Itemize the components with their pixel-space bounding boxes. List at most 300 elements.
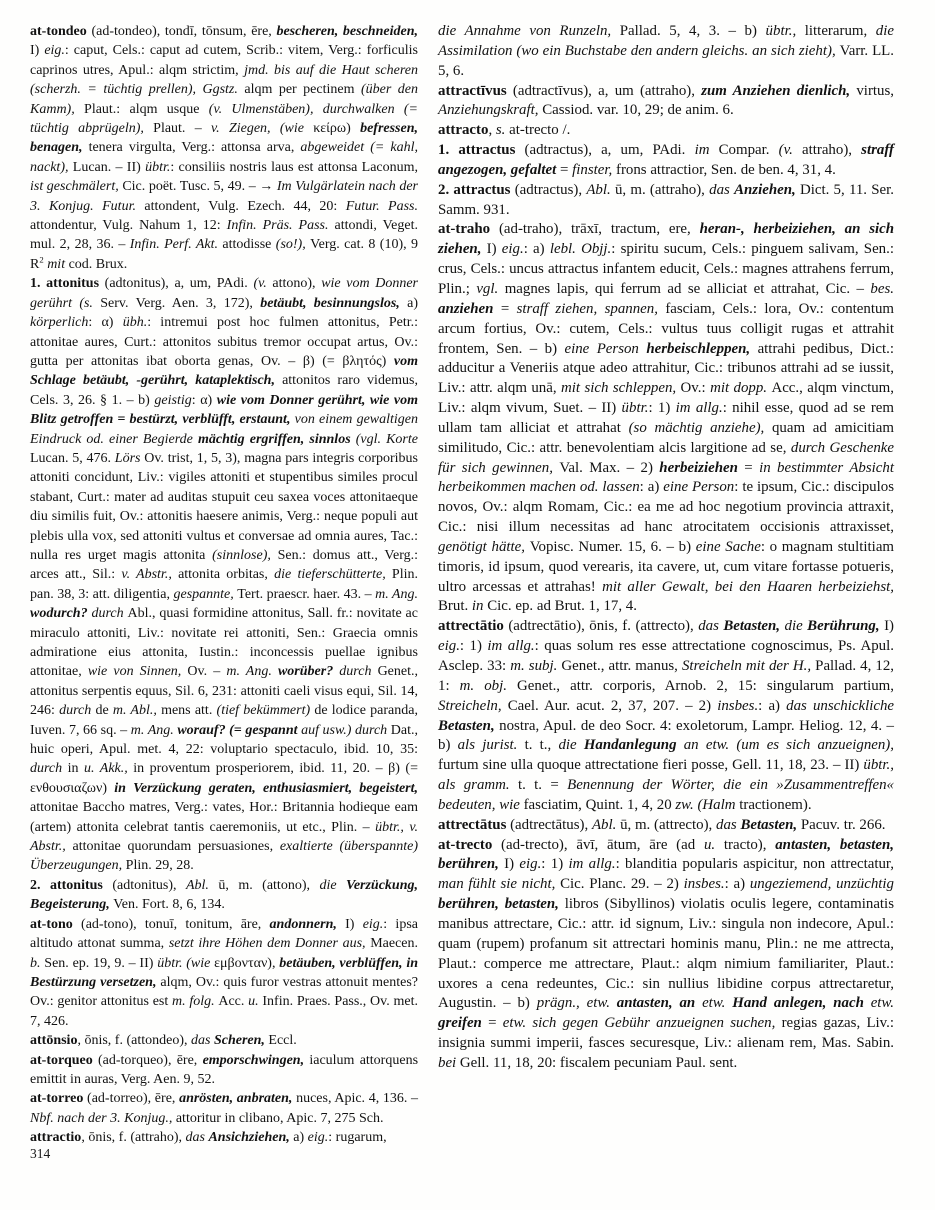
text-run: Ansichziehen,: [208, 1130, 294, 1146]
text-run: Futur. Pass.: [345, 198, 418, 214]
text-run: attondentur, Vulg. Nahum 1, 12:: [30, 218, 227, 234]
text-run: (adtonitus), a, um, PAdi.: [104, 276, 254, 292]
text-run: worauf? (= gespannt: [177, 722, 302, 738]
text-run: Anziehungskraft,: [438, 102, 543, 119]
text-run: t. t. =: [517, 777, 568, 794]
text-run: Ven. Fort. 8, 6, 134.: [113, 897, 225, 913]
text-run: Cic. poët. Tusc. 5, 49. – →: [122, 179, 277, 195]
text-run: (adtonitus),: [112, 877, 186, 893]
text-run: Lucan. – II): [72, 159, 146, 175]
entry-attractio-continued: [438, 22, 894, 82]
text-run: geistig: [154, 392, 192, 408]
text-run: etw.: [870, 995, 894, 1012]
text-run: regias gazas, Liv.: insignia summi imperii, fasces securesque, Liv.: alienam rem, Mas. Sabin.: [438, 1015, 895, 1052]
text-run: vgl.: [476, 280, 505, 297]
text-run: ū, m. (attono),: [218, 877, 320, 893]
text-run: : intremui post hoc fulmen attonitus, Petr.: attonitae aures, Curt.: attonitos subitus tremor occupat artus, Ov.: gutta per attonitas ibat oborta genas, Ov. – β) (= βλητός): [30, 315, 419, 369]
text-run: : a): [639, 479, 664, 496]
text-run: (v. Ulmenstäben), durchwalken (= tüchtig abprügeln),: [30, 101, 418, 137]
text-run: insbes.: [717, 697, 759, 714]
text-run: : 1): [459, 638, 488, 655]
text-run: körperlich: [30, 315, 89, 331]
text-run: wodurch?: [30, 606, 92, 622]
text-run: : ipsa altitudo attonat summa,: [30, 916, 418, 952]
text-run: Infin. Praes. Pass., Ov. met. 7, 426.: [30, 994, 418, 1029]
text-run: Tert. praescr. haer. 43. –: [237, 586, 376, 602]
entry-at-tondeo: [30, 22, 418, 274]
text-run: eine Sache: [695, 538, 761, 555]
text-run: bes.: [870, 280, 894, 297]
text-run: m. Abl.,: [112, 703, 162, 719]
text-run: attonitae Baccho matres, Verg.: vates, Hor.: Britannia hodieque eam (artem) attonita celebrat tantis caeremoniis, ut etc., Plin. –: [30, 800, 418, 835]
text-run: im allg.: [568, 856, 616, 873]
text-run: : nihil esse, quod ad se rem ullam tam alliciat et attrahat: [438, 400, 894, 436]
text-run: etw. sich gegen Gebühr anzueignen suchen,: [502, 1015, 782, 1032]
text-run: übtr.,: [765, 23, 805, 39]
text-run: 2. attractus: [438, 181, 515, 198]
text-run: 2. attonitus: [30, 877, 113, 893]
text-run: Varr. LL. 5, 6.: [438, 42, 895, 79]
text-run: Verzückung, Begeisterung,: [30, 877, 418, 913]
text-run: Plin. pan. 38, 3: att. diligentia,: [30, 567, 418, 602]
text-run: man fühlt sie nicht,: [438, 876, 561, 893]
text-run: cod. Brux.: [68, 256, 128, 272]
text-run: (vgl. Korte: [355, 431, 418, 447]
entry-at-torreo: [30, 1089, 418, 1128]
text-run: Compar.: [718, 142, 779, 159]
text-run: tractionem).: [739, 796, 812, 813]
text-run: tracto),: [723, 836, 776, 853]
text-run: attonita orbitas,: [178, 567, 275, 583]
text-run: im allg.: [675, 400, 723, 417]
text-run: durch: [30, 761, 68, 777]
text-run: s.: [495, 122, 510, 139]
text-run: : spiritu sucum, Cels.: pinguem salivam, Sen.: crus, Cels.: uncus attractus infantem educit, Cels.: magnes attrahens ferrum, Plin.;: [438, 241, 894, 297]
text-run: I): [486, 241, 502, 258]
text-run: Lucan. 5, 476.: [30, 450, 115, 466]
text-run: straff ziehen, spannen,: [516, 300, 666, 317]
text-run: mens att.: [161, 703, 217, 719]
text-run: m. Ang.: [130, 722, 178, 738]
page-number: 314: [30, 1146, 51, 1161]
text-run: Infin. Präs. Pass.: [226, 218, 335, 234]
text-run: insbes.: [683, 876, 725, 893]
text-run: : blanditia popularis aspicitur, non attrectatur,: [615, 856, 894, 873]
text-run: Acc., alqm vinctum, Liv.: alqm vivum, Suet. – II): [438, 380, 894, 417]
text-columns: [30, 22, 894, 1148]
text-run: finster,: [572, 161, 616, 178]
text-run: de lodice paranda, Iuven. 7, 66 sq. –: [30, 703, 418, 738]
entry-attrectatus: [438, 816, 894, 836]
text-run: attractīvus: [438, 82, 513, 99]
text-run: I): [884, 618, 894, 635]
text-run: (adtractus), a, um, PAdi.: [524, 142, 695, 159]
entry-attonitus-2: [30, 876, 418, 915]
page-footer: [30, 1146, 50, 1162]
text-run: 1. attonitus: [30, 276, 105, 292]
text-run: Brut.: [438, 598, 472, 615]
text-run: attondi, Veget. mul. 2, 28, 36. –: [30, 218, 418, 253]
text-run: attondent, Vulg. Ezech. 44, 20:: [144, 198, 346, 214]
text-run: t. t.,: [524, 737, 559, 754]
text-run: Cic. ep. ad Brut. 1, 17, 4.: [487, 598, 637, 615]
text-run: at-trecto: [438, 836, 502, 853]
text-run: at-tono: [30, 916, 82, 932]
text-run: eig.: [519, 856, 542, 873]
text-run: I): [30, 43, 45, 59]
text-run: litterarum,: [804, 23, 876, 39]
text-run: m. folg.: [171, 994, 219, 1010]
text-run: virtus,: [856, 82, 895, 99]
text-run: furtum sine ulla quoque attrectatione fieri posse, Gell. 11, 18, 23. – II): [438, 757, 864, 774]
text-run: quam ad amicitiam similitudo, Cic.: attr. benevolentiam alcis largitione ad se,: [438, 419, 894, 456]
text-run: herbeiziehen: [659, 459, 745, 476]
text-run: auf usw.) durch: [301, 722, 391, 738]
text-run: das unschickliche: [786, 697, 895, 714]
entry-at-torqueo: [30, 1051, 418, 1090]
text-run: durch: [91, 606, 128, 622]
text-run: ū, m. (attraho),: [614, 181, 710, 198]
text-run: : consiliis nostris laus est attonsa Laconum,: [170, 159, 419, 175]
text-run: Genet., attonitus serpentis equus, Sil. 6, 231: attoniti caeli visus equi, Sil. 14, 246:: [30, 664, 418, 719]
text-run: (ad-torreo), ēre,: [87, 1091, 180, 1107]
text-run: nuces, Apic. 4, 136. –: [296, 1091, 419, 1107]
text-run: Betasten,: [740, 816, 801, 833]
text-run: Lörs: [114, 450, 145, 466]
text-run: das: [698, 618, 724, 635]
text-run: Verg. cat. 8 (10), 9 R: [30, 237, 419, 272]
text-run: (so mächtig anziehe),: [628, 419, 772, 436]
text-run: heran-, herbeiziehen, an sich ziehen,: [438, 221, 895, 258]
text-run: betäubt, besinnungslos,: [260, 295, 408, 311]
text-run: (tief bekümmert): [216, 703, 315, 719]
text-run: durch: [339, 664, 378, 680]
entry-attractus-2: [438, 181, 894, 221]
text-run: attraho),: [801, 142, 862, 159]
text-run: (v.: [253, 276, 273, 292]
text-run: at-torqueo: [30, 1052, 98, 1068]
text-run: in proventum prosperiorem, ibid. 11, 20. – β) (= ενθουσιαζων): [30, 761, 418, 796]
text-run: =: [560, 161, 573, 178]
text-run: übtr.: [621, 400, 649, 417]
text-run: ,: [488, 122, 496, 139]
text-run: befressen, benagen,: [30, 121, 418, 156]
entry-at-tono: [30, 915, 418, 1031]
text-run: Infin. Perf. Akt.: [129, 237, 223, 253]
text-run: greifen: [438, 1015, 489, 1032]
text-run: Ov. trist, 1, 5, 3), magna pars integris corporibus attoniti concidunt, Liv.: vigiles attoniti et stupentibus similes procul stabant, Curt.: mater ad auditas stupuit ceu saxea voces attonitaeque diu similis fuit, Ov.: attonitis haesere animis, Verg.: neque populi aut plebis ulla vox, sed attoniti vultus et conversae ad omnia aures, Tac.: nulla res urget magis attonita: [30, 450, 419, 563]
text-run: (sinnlose),: [212, 547, 278, 563]
text-run: (ad-tono), tonuī, tonitum, āre,: [81, 916, 270, 932]
text-run: alqm per pectinem: [244, 82, 361, 98]
text-run: Genet., attr. corporis, Arnob. 2, 15: singularum partium,: [517, 677, 894, 694]
text-run: m. Ang.: [375, 586, 418, 602]
text-run: (ad-trecto), āvī, ātum, āre (ad: [501, 836, 704, 853]
text-run: Pallad. 5, 4, 3. – b): [619, 23, 766, 39]
text-run: eig.: [362, 916, 384, 932]
text-run: im: [694, 142, 719, 159]
text-run: attractio: [30, 1130, 82, 1146]
text-run: (ad-tondeo), tondī, tōnsum, ēre,: [91, 24, 277, 39]
text-run: mit: [43, 256, 69, 272]
text-run: : a): [724, 876, 750, 893]
text-run: b.: [30, 955, 45, 971]
text-run: übtr.: [145, 159, 171, 175]
text-run: (so!),: [275, 237, 311, 253]
text-run: zum Anziehen dienlich,: [701, 82, 857, 99]
text-run: : caput, Cels.: caput ad cutem, Scrib.: vitem, Verg.: forficulis caprinos utres, Apul.: alqm strictim,: [30, 43, 418, 78]
text-run: Val. Max. – 2): [559, 459, 660, 476]
text-run: libros (Sibyllinos) violatis oculis legere, contaminatis manibus attrectare, Cic.: attr. id signum, Liv.: singula non indecore, Apul.: quam (rupem) profanum sit attrectari hominis manu, Plin.: ne me attrecta, Plaut.: comperce me attrectare, Plaut.: alqm nimium familiariter, Plaut.: uxores a cena redeuntes, Cic.: sin nullius libidine corpus attrectaretur, Augustin. – b): [438, 896, 894, 1012]
text-run: attodisse: [222, 237, 276, 253]
text-run: attonitos raro videmus, Cels. 3, 26. § 1. – b): [30, 373, 419, 408]
text-run: vom Schlage betäubt, -gerührt, kataplektisch,: [30, 353, 418, 389]
text-run: wie vom Donner gerührt, wie vom Blitz getroffen = bestürzt, verblüfft, erstaunt,: [30, 392, 419, 428]
text-run: lebl. Objj.: [549, 241, 612, 258]
text-run: =: [744, 459, 760, 476]
text-run: mit aller Gewalt, bei den Haaren herbeiziehst,: [602, 578, 894, 595]
text-run: =: [500, 300, 517, 317]
text-run: Abl.: [185, 877, 219, 893]
text-run: in: [471, 598, 488, 615]
entry-attracto: [438, 121, 894, 141]
text-run: m. Ang.: [226, 664, 278, 680]
text-run: attōnsio: [30, 1033, 78, 1049]
entry-at-trecto: [438, 836, 894, 1074]
text-run: : α): [191, 392, 217, 408]
text-run: von einem gewaltigen Eindruck od. einer Begierde: [30, 412, 419, 447]
text-run: m. obj.: [459, 677, 518, 694]
text-run: die Annahme von Runzeln,: [438, 23, 620, 39]
text-run: at-trecto /.: [509, 122, 571, 139]
text-run: at-traho: [438, 221, 499, 238]
text-run: Dict. 5, 11. Ser. Samm. 931.: [438, 181, 894, 218]
text-run: Pacuv. tr. 266.: [800, 816, 886, 833]
text-run: zw. (Halm: [675, 796, 740, 813]
text-run: das: [185, 1130, 209, 1146]
text-run: Pallad. 4, 12, 1:: [438, 658, 895, 694]
text-run: übtr. (wie: [157, 955, 215, 971]
entry-at-traho: [438, 220, 894, 617]
text-run: (über den Kamm),: [30, 82, 418, 117]
text-run: (ad-torqueo), ēre,: [98, 1052, 203, 1068]
text-run: Plin. 29, 28.: [125, 858, 194, 874]
text-run: : quas solum res esse attrectatione cognoscimus, Ps. Apul. Asclep. 33:: [438, 638, 894, 674]
text-run: setzt ihre Höhen dem Donner aus,: [168, 936, 371, 952]
text-run: , ōnis, f. (attraho),: [81, 1130, 186, 1146]
text-run: Plaut.: alqm usque: [84, 101, 209, 117]
text-run: Abl.: [586, 181, 615, 198]
text-run: (v.: [778, 142, 802, 159]
text-run: herbeischleppen,: [646, 340, 758, 357]
text-run: eig.: [44, 43, 65, 59]
text-run: at-tondeo: [30, 24, 92, 39]
text-run: : o magnam stultitiam timoris, id ipsum, quod verearis, ita cavere, ut, cum vitare fortasse potueris, ultro arcessas et attrahas!: [438, 538, 895, 595]
text-run: (ad-traho), trāxī, tractum, ere,: [498, 221, 700, 238]
text-run: v. Abstr.,: [121, 567, 179, 583]
entry-attractus-1: [438, 141, 894, 181]
text-run: das: [190, 1033, 214, 1049]
entry-attractio: [30, 1128, 418, 1147]
text-run: εμβονταν),: [214, 955, 280, 971]
text-run: Scheren,: [213, 1033, 269, 1049]
text-run: (adtractīvus), a, um (attraho),: [512, 82, 702, 99]
text-run: prägn., etw.: [536, 995, 617, 1012]
text-run: durch: [59, 703, 96, 719]
text-run: Betasten,: [438, 717, 500, 734]
text-run: eine Person: [663, 479, 735, 496]
text-run: antasten, an: [616, 995, 703, 1012]
text-run: mächtig ergriffen, sinnlos: [197, 431, 356, 447]
text-run: : a): [523, 241, 550, 258]
text-run: im allg.: [487, 638, 535, 655]
text-run: Abl.: [591, 816, 621, 833]
text-run: u.: [248, 994, 263, 1010]
text-run: attrectātus: [438, 816, 511, 833]
text-run: etw.: [702, 995, 733, 1012]
entry-attonsio: [30, 1031, 418, 1050]
text-run: exaltierte (überspannte) Überzeugungen,: [30, 839, 418, 874]
text-run: alqm, Ov.: quis furor vestras attonuit mentes? Ov.: genitor attonitus est: [30, 974, 418, 1010]
text-run: Handanlegung: [583, 737, 684, 754]
text-run: Berührung,: [807, 618, 885, 635]
text-run: attonitae quorundam persuasiones,: [72, 839, 280, 855]
left-column: [30, 22, 418, 1148]
text-run: mit dopp.: [710, 380, 772, 397]
text-run: emporschwingen,: [202, 1052, 310, 1068]
text-run: Eccl.: [268, 1033, 297, 1049]
text-run: mit sich schleppen,: [561, 380, 681, 397]
text-run: straff angezogen, gefaltet: [438, 142, 894, 178]
text-run: eig.: [438, 638, 460, 655]
text-run: a): [407, 295, 418, 311]
text-run: ū, m. (attrecto),: [620, 816, 717, 833]
text-run: betäuben, verblüffen, in Bestürzung versetzen,: [30, 955, 419, 990]
text-run: Hand anlegen, nach: [732, 995, 871, 1012]
text-run: Acc.: [218, 994, 249, 1010]
text-run: ist geschmälert,: [30, 179, 123, 195]
text-run: Betasten,: [723, 618, 785, 635]
entry-attrectatio: [438, 617, 894, 815]
text-run: frons attractior, Sen. de ben. 4, 31, 4.: [616, 161, 836, 178]
text-run: das: [716, 816, 741, 833]
text-run: wie vom Donner gerührt (s.: [30, 276, 418, 311]
text-run: (adtrectātus),: [510, 816, 592, 833]
text-run: durch Geschenke für sich gewinnen,: [438, 439, 894, 476]
text-run: : 1): [648, 400, 676, 417]
text-run: übtr., v. Abstr.,: [30, 819, 419, 855]
text-run: Im Vulgärlatein nach der 3. Konjug. Futur.: [30, 179, 418, 214]
text-run: Nbf. nach der 3. Konjug.,: [30, 1110, 176, 1126]
text-run: Cassiod. var. 10, 29; de anim. 6.: [542, 102, 734, 119]
text-run: =: [488, 1015, 503, 1032]
text-run: eig.: [501, 241, 524, 258]
text-run: anrösten, anbraten,: [179, 1091, 297, 1107]
text-run: in bestimmter Absicht herbeikommen machen od. lassen: [438, 459, 894, 496]
text-run: κείρω): [313, 121, 361, 137]
text-run: Anziehen,: [734, 181, 800, 198]
text-run: Streicheln mit der H.,: [681, 658, 816, 674]
text-run: in Verzückung geraten, enthusiasmiert, begeistert,: [114, 780, 418, 796]
text-run: u.: [703, 836, 724, 853]
text-run: an etw. (um es sich anzueignen),: [683, 737, 894, 754]
text-run: bei: [438, 1054, 460, 1071]
text-run: : α): [88, 315, 123, 331]
text-run: Ov. –: [187, 664, 227, 680]
text-run: jmd. bis auf die Haut scheren (scherzh. = tüchtig prellen), Ggstz.: [30, 62, 418, 98]
text-run: : a): [758, 697, 787, 714]
text-run: die: [784, 618, 808, 635]
text-run: (adtractus),: [514, 181, 587, 198]
text-run: magnes lapis, qui ferrum ad se alliciat et attrahat, Cic. –: [504, 280, 871, 297]
text-run: gespannte,: [173, 586, 238, 602]
right-column: [438, 22, 894, 1148]
text-run: übtr., als gramm.: [438, 757, 894, 794]
text-run: : te ipsum, Cic.: discipulos novos, Ov.: alqm Romam, Cic.: ea me ad hoc negotium provincia attraxit, Cic.: nisi illum necessitas ad hanc atrocitatem occisionis attraxisset,: [438, 479, 894, 536]
text-run: Genet., attr. manus,: [561, 658, 682, 674]
text-run: wie von Sinnen,: [87, 664, 188, 680]
text-run: 1. attractus: [438, 142, 525, 159]
text-run: übh.: [122, 315, 148, 331]
text-run: antasten, betasten, berühren,: [438, 836, 895, 873]
text-run: u. Akk.,: [84, 761, 134, 777]
text-run: iaculum attorquens emittit in auras, Verg. Aen. 9, 52.: [30, 1052, 419, 1087]
text-run: fasciatim, Quint. 1, 4, 20: [523, 796, 676, 813]
entry-attractivus: [438, 82, 894, 122]
text-run: Gell. 11, 18, 20: fiscalem pecuniam Paul. sent.: [459, 1054, 738, 1071]
text-run: berühren, betasten,: [438, 896, 565, 913]
text-run: nostra, Apul. de deo Socr. 4: exoletorum, Lampr. Heliog. 12, 4. – b): [438, 717, 894, 754]
text-run: attoritur in clibano, Apic. 7, 275 Sch.: [175, 1110, 384, 1126]
text-run: Maecen.: [370, 936, 418, 952]
text-run: v. Ziegen, (wie: [211, 121, 314, 137]
text-run: ungeziemend, unzüchtig: [749, 876, 895, 893]
text-run: Cic. Planc. 29. – 2): [560, 876, 684, 893]
text-run: a): [293, 1130, 308, 1146]
text-run: abgeweidet (= kahl, nackt),: [30, 140, 418, 175]
text-run: 2: [39, 254, 44, 265]
text-run: die tieferschütterte,: [274, 567, 392, 583]
text-run: at-torreo: [30, 1091, 88, 1107]
text-run: Streicheln,: [438, 697, 508, 714]
text-run: attracto: [438, 122, 489, 139]
text-run: attrectātio: [438, 618, 509, 635]
text-run: I): [345, 916, 363, 932]
text-run: I): [504, 856, 520, 873]
text-run: als jurist.: [457, 737, 525, 754]
text-run: m. subj.: [510, 658, 562, 674]
text-run: Benennung der Wörter, die ein »Zusammentreffen« bedeuten, wie: [438, 777, 894, 813]
text-run: , ōnis, f. (attondeo),: [77, 1033, 191, 1049]
text-run: Dat., huic operi, Apul. met. 4, 22: voluptario spectaculo, ibid. 10, 35:: [30, 722, 418, 758]
text-run: die: [319, 877, 347, 893]
text-run: attono),: [272, 276, 322, 292]
entry-attonitus-1: [30, 274, 418, 876]
text-run: in: [67, 761, 85, 777]
text-run: tenera virgulta, Verg.: attonsa arva,: [88, 140, 301, 156]
text-run: bescheren, beschneiden,: [276, 24, 418, 39]
text-run: Sen. ep. 19, 9. – II): [44, 955, 158, 971]
text-run: Cael. Aur. acut. 2, 37, 207. – 2): [507, 697, 718, 714]
text-run: die: [558, 737, 584, 754]
text-run: das: [709, 181, 735, 198]
text-run: eine Person: [564, 340, 647, 357]
text-run: Vopisc. Numer. 15, 6. – b): [529, 538, 696, 555]
text-run: Ov.:: [680, 380, 711, 397]
text-run: die Assimilation (wo ein Buchstabe den andern gleichs. an sich zieht),: [438, 23, 894, 59]
text-run: eig.: [307, 1130, 329, 1146]
text-run: Plaut. –: [153, 121, 211, 137]
